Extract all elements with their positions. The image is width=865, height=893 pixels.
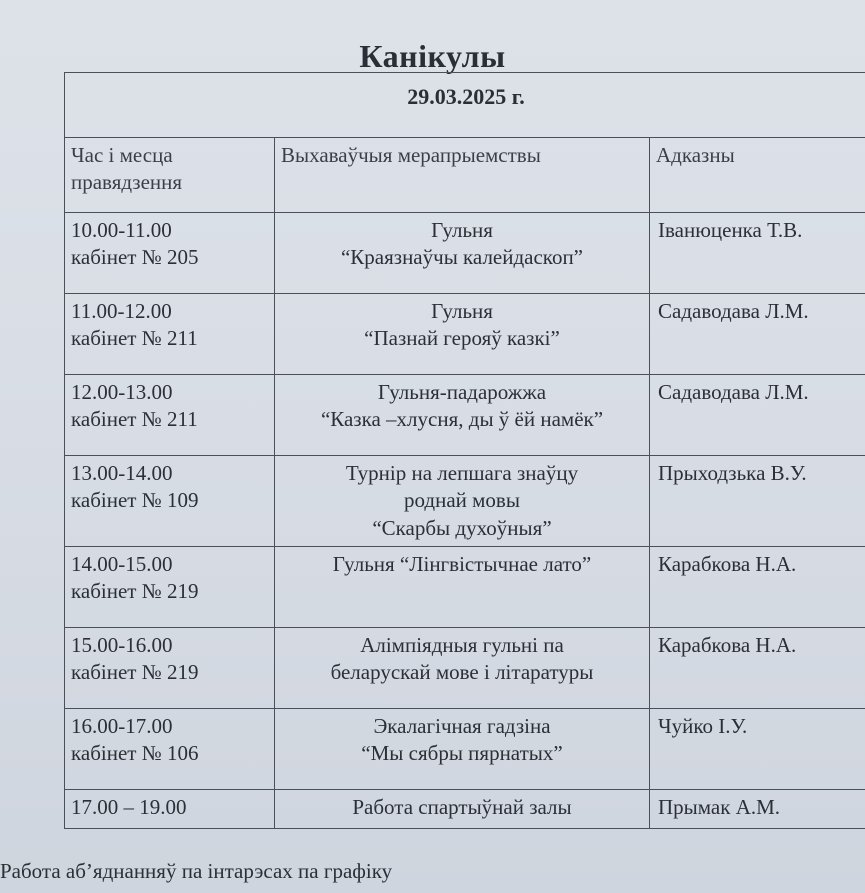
- table-header-row: [65, 138, 865, 213]
- event-line: Гульня “Лінгвістычнае лато”: [332, 552, 592, 576]
- responsible-cell: Чуйко І.У.: [650, 709, 865, 790]
- event-line: Алімпіядныя гульні па: [360, 633, 564, 657]
- table-row: [65, 628, 865, 709]
- time-text: 10.00-11.00: [71, 218, 172, 242]
- responsible-cell: Садаводава Л.М.: [650, 294, 865, 375]
- table-row: [65, 294, 865, 375]
- event-line: Гульня: [431, 299, 493, 323]
- time-place-cell: [65, 456, 275, 547]
- time-place-cell: [65, 294, 275, 375]
- responsible-cell: Карабкова Н.А.: [650, 628, 865, 709]
- time-place-cell: [65, 628, 275, 709]
- responsible-cell: Прыходзька В.У.: [650, 456, 865, 547]
- table-row: [65, 456, 865, 547]
- time-place-cell: [65, 213, 275, 294]
- document-title: Канікулы: [359, 38, 506, 74]
- header-responsible: Адказны: [650, 138, 865, 213]
- schedule-table: [64, 72, 865, 829]
- event-line: Экалагічная гадзіна: [373, 714, 551, 738]
- time-text: 16.00-17.00: [71, 714, 173, 738]
- time-text: 14.00-15.00: [71, 552, 173, 576]
- table-row: [65, 375, 865, 456]
- event-line: беларускай мове і літаратуры: [330, 660, 594, 685]
- table-row: [65, 709, 865, 790]
- event-cell: [275, 294, 650, 375]
- time-place-cell: [65, 790, 275, 829]
- event-cell: [275, 547, 650, 628]
- event-cell: [275, 628, 650, 709]
- table-row: [65, 790, 865, 829]
- event-line: “Мы сябры пярнатых”: [361, 741, 563, 766]
- time-text: 11.00-12.00: [71, 299, 172, 323]
- event-cell: [275, 456, 650, 547]
- event-cell: [275, 213, 650, 294]
- time-place-cell: [65, 547, 275, 628]
- document-date: 29.03.2025 г.: [407, 84, 525, 109]
- responsible-cell: Іванюценка Т.В.: [650, 213, 865, 294]
- event-line: “Пазнай герояў казкі”: [364, 326, 560, 351]
- place-text: кабінет № 219: [71, 579, 199, 604]
- event-line: Работа спартыўнай залы: [352, 795, 572, 819]
- table-row: [65, 213, 865, 294]
- responsible-cell: Садаводава Л.М.: [650, 375, 865, 456]
- place-text: кабінет № 205: [71, 245, 199, 270]
- time-text: 17.00 – 19.00: [71, 795, 187, 819]
- event-line: “Скарбы духоўныя”: [372, 515, 552, 540]
- event-line: роднай мовы: [404, 488, 520, 513]
- place-text: кабінет № 211: [71, 407, 198, 432]
- event-line: Гульня: [431, 218, 493, 242]
- event-line: Турнір на лепшага знаўцу: [345, 461, 579, 485]
- time-text: 15.00-16.00: [71, 633, 173, 657]
- event-cell: [275, 790, 650, 829]
- place-text: кабінет № 211: [71, 326, 198, 351]
- time-text: 12.00-13.00: [71, 380, 173, 404]
- place-text: кабінет № 219: [71, 660, 199, 685]
- responsible-cell: Карабкова Н.А.: [650, 547, 865, 628]
- event-line: Гульня-падарожжа: [377, 380, 547, 404]
- time-text: 13.00-14.00: [71, 461, 173, 485]
- footer-note: Работа аб’яднанняў па інтарэсах па графіку: [0, 859, 393, 883]
- table-row: [65, 547, 865, 628]
- time-place-cell: [65, 375, 275, 456]
- place-text: кабінет № 109: [71, 488, 199, 513]
- event-line: “Краязнаўчы калейдаскоп”: [340, 245, 584, 270]
- header-event: Выхаваўчыя мерапрыемствы: [275, 138, 650, 213]
- header-time: Час і месца правядзення: [65, 138, 275, 213]
- event-line: “Казка –хлусня, ды ў ёй намёк”: [320, 407, 604, 432]
- time-place-cell: [65, 709, 275, 790]
- event-cell: [275, 375, 650, 456]
- place-text: кабінет № 106: [71, 741, 199, 766]
- responsible-cell: Прымак А.М.: [650, 790, 865, 829]
- event-cell: [275, 709, 650, 790]
